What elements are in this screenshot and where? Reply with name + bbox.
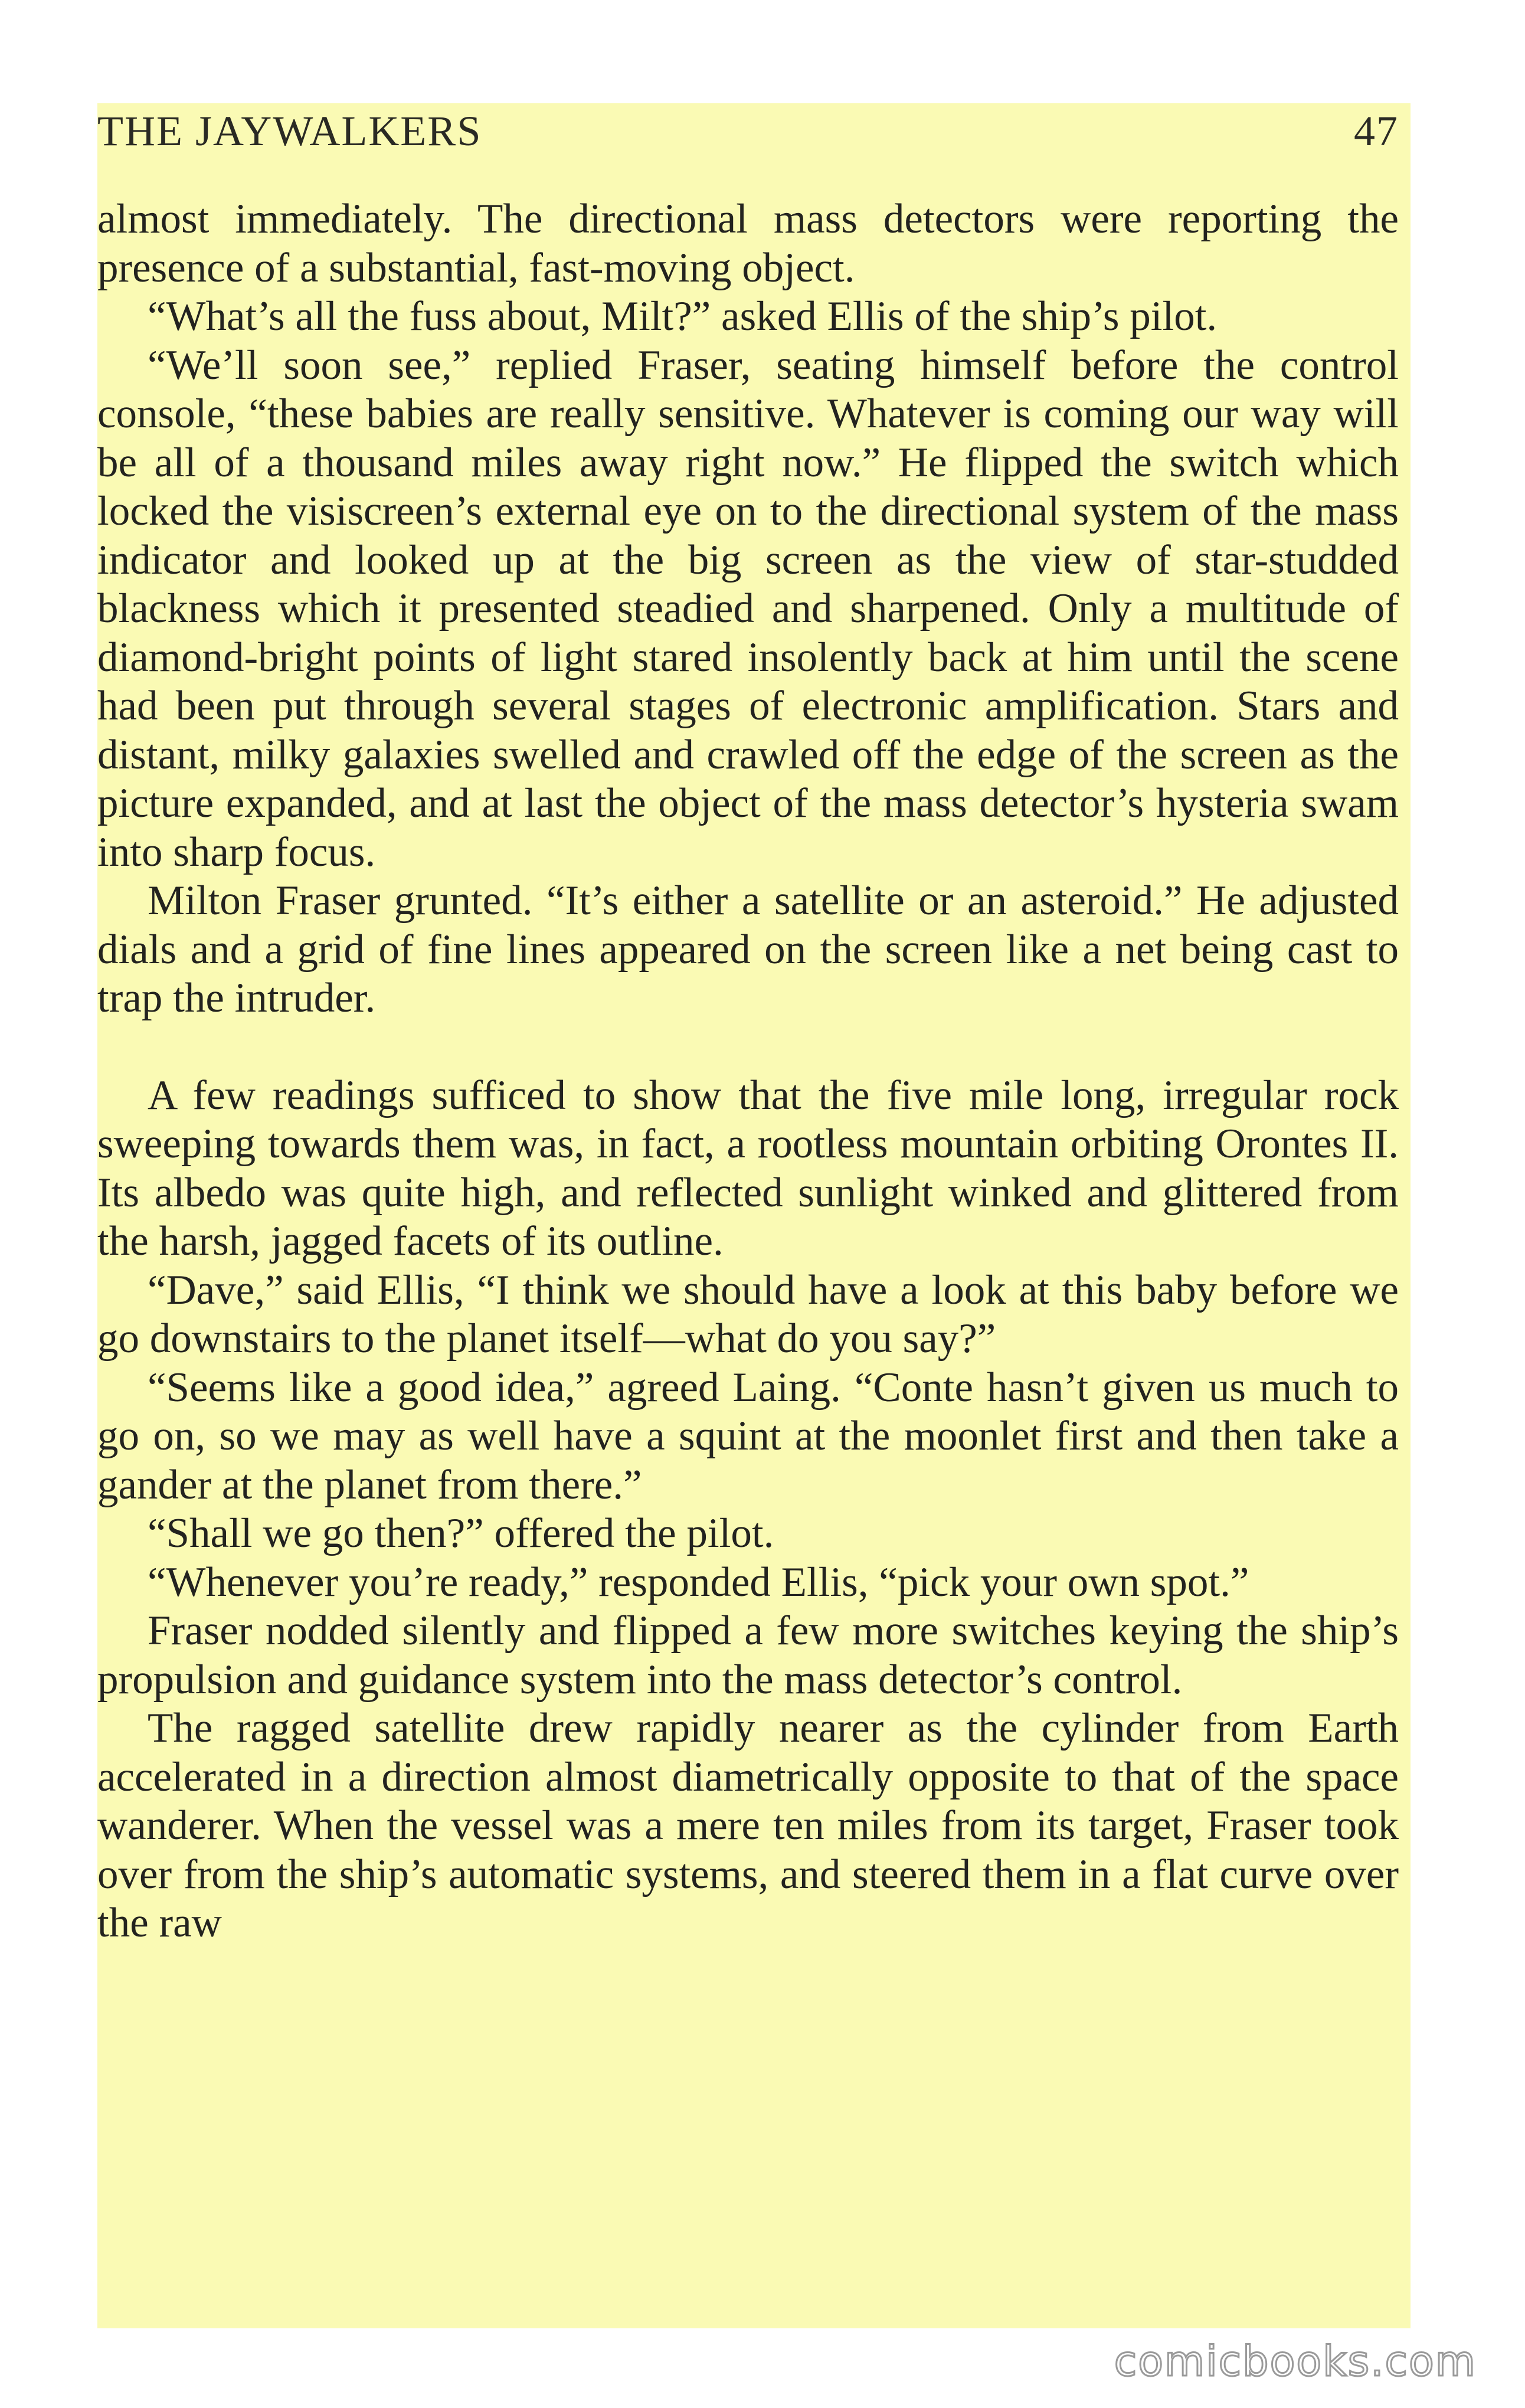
running-head: [97, 103, 1399, 159]
running-title: THE JAYWALKERS: [97, 107, 482, 155]
book-page: [97, 103, 1411, 2328]
watermark-logo: comicbooks.com: [1114, 2337, 1477, 2386]
paragraph: “What’s all the fuss about, Milt?” asked Ellis of the ship’s pilot.: [148, 293, 1218, 339]
page-number: 47: [1354, 107, 1399, 155]
paragraph: “Shall we go then?” offered the pilot.: [148, 1510, 774, 1556]
body-text: [97, 195, 1399, 1948]
paragraph-continued: almost immediately. The directional mass detectors were reporting the presence of a substantial, fast-moving object.: [97, 196, 1399, 291]
paragraph: “Seems like a good idea,” agreed Laing. “Conte hasn’t given us much to go on, so we may as well have a squint at the moonlet first and then take a gander at the planet from there.”: [97, 1364, 1399, 1508]
paragraph: Fraser nodded silently and flipped a few more switches keying the ship’s propulsion and guidance system into the mass detector’s control.: [97, 1608, 1399, 1703]
paragraph-section-start: A few readings sufficed to show that the five mile long, irregular rock sweeping towards them was, in fact, a rootless mountain orbiting Orontes II. Its albedo was quite high, and reflected sunlight winked and glittered from the harsh, jagged facets of its outline.: [97, 1072, 1399, 1264]
paragraph: Milton Fraser grunted. “It’s either a satellite or an asteroid.” He adjusted dials and a grid of fine lines appeared on the screen like a net being cast to trap the intruder.: [97, 878, 1399, 1021]
paragraph: “Dave,” said Ellis, “I think we should have a look at this baby before we go downstairs to the planet itself—what do you say?”: [97, 1267, 1399, 1362]
paragraph: “We’ll soon see,” replied Fraser, seating himself before the control console, “these babies are really sensitive. Whatever is coming our way will be all of a thousand miles away right now.” He flipped the switch which locked the visiscreen’s external eye on to the directional system of the mass indicator and looked up at the big screen as the view of star-studded blackness which it presented steadied and sharpened. Only a multitude of diamond-bright points of light stared insolently back at him until the scene had been put through several stages of electronic amplification. Stars and distant, milky galaxies swelled and crawled off the edge of the screen as the picture expanded, and at last the object of the mass detector’s hysteria swam into sharp focus.: [97, 342, 1399, 875]
paragraph: “Whenever you’re ready,” responded Ellis, “pick your own spot.”: [148, 1559, 1249, 1605]
paragraph: The ragged satellite drew rapidly nearer as the cylinder from Earth accelerated in a direction almost diametrically opposite to that of the space wanderer. When the vessel was a mere ten miles from its target, Fraser took over from the ship’s automatic systems, and steered them in a flat curve over the raw: [97, 1705, 1399, 1946]
